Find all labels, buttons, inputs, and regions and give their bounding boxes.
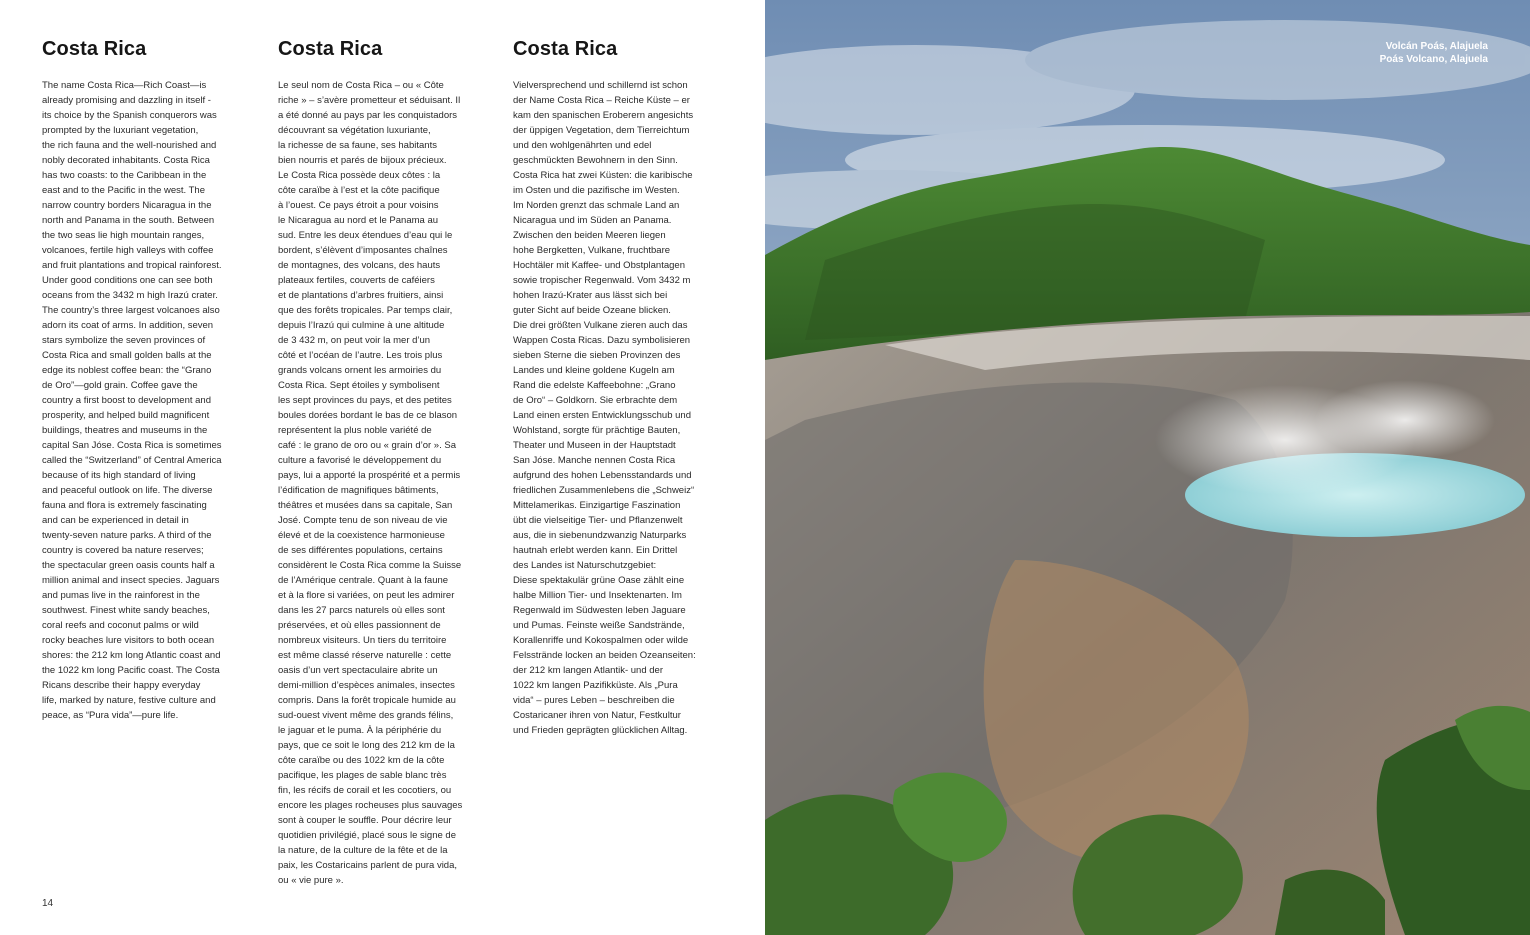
text-line: hohe Bergketten, Vulkane, fruchtbare <box>513 245 671 256</box>
text-line: bordent, s’élèvent d’imposantes chaînes <box>278 245 448 256</box>
text-line: country a first boost to development and <box>42 395 211 406</box>
text-line: country is covered ba nature reserves; <box>42 545 204 556</box>
text-line: Le Costa Rica possède deux côtes : la <box>278 170 441 181</box>
text-line: paix, les Costaricains parlent de pura vida, <box>278 860 458 871</box>
text-line: Nicaragua und im Süden an Panama. <box>513 215 672 226</box>
text-line: depuis l’Irazú qui culmine à une altitude <box>278 320 445 331</box>
text-line: southwest. Finest white sandy beaches, <box>42 605 210 616</box>
text-line: The country’s three largest volcanoes also <box>42 305 220 316</box>
text-line: de 3 432 m, on peut voir la mer d’un <box>278 335 431 346</box>
text-line: and pumas live in the rainforest in the <box>42 590 200 601</box>
text-line: les sept provinces du pays, et des petites <box>278 395 452 406</box>
text-line: its choice by the Spanish conquerors was <box>42 110 217 121</box>
text-line: pays, que ce soit le long des 212 km de la <box>278 740 455 751</box>
text-line: Costaricaner ihren von Natur, Festkultur <box>513 710 681 721</box>
text-line: boules dorées bordant le bas de ce blason <box>278 410 458 421</box>
body-german <box>513 78 735 738</box>
text-line: adorn its coat of arms. In addition, seven <box>42 320 214 331</box>
text-line: life, marked by nature, festive culture and <box>42 695 216 706</box>
title-english: Costa Rica <box>42 38 147 60</box>
text-line: José. Compte tenu de son niveau de vie <box>278 515 448 526</box>
page-number: 14 <box>42 898 54 909</box>
text-line: la nature, de la culture de la fête et de la <box>278 845 448 856</box>
text-line: Die drei größten Vulkane zieren auch das <box>513 320 688 331</box>
text-line: volcanoes, fertile high valleys with coffee <box>42 245 214 256</box>
text-line: Wohlstand, sorgte für prächtige Bauten, <box>513 425 681 436</box>
text-line: de ses différentes populations, certains <box>278 545 443 556</box>
text-line: et de plantations d’arbres fruitiers, ainsi <box>278 290 444 301</box>
text-line: the spectacular green oasis counts half a <box>42 560 215 571</box>
text-line: narrow country borders Nicaragua in the <box>42 200 212 211</box>
text-line: north and Panama in the south. Between <box>42 215 215 226</box>
text-line: pays, lui a apporté la prospérité et a permis <box>278 470 461 481</box>
title-german: Costa Rica <box>513 38 618 60</box>
body-english <box>42 78 264 723</box>
text-line: stars symbolize the seven provinces of <box>42 335 206 346</box>
text-line: que des forêts tropicales. Par temps clair, <box>278 305 453 316</box>
text-line: fauna and flora is extremely fascinating <box>42 500 207 511</box>
text-line: demi-million d’espèces animales, insectes <box>278 680 455 691</box>
text-line: côte caraïbe à l’est et la côte pacifique <box>278 185 440 196</box>
text-line: The name Costa Rica—Rich Coast—is <box>42 80 207 91</box>
title-french: Costa Rica <box>278 38 383 60</box>
text-line: rocky beaches lure visitors to both ocean <box>42 635 215 646</box>
text-line: San Jóse. Manche nennen Costa Rica <box>513 455 676 466</box>
text-line: called the “Switzerland” of Central America <box>42 455 222 466</box>
text-line: buildings, theatres and museums in the <box>42 425 208 436</box>
text-line: et à la flore si variées, on peut les admirer <box>278 590 455 601</box>
caption-english: Poás Volcano, Alajuela <box>1379 54 1488 65</box>
text-line: halbe Million Tier- und Insektenarten. Im <box>513 590 682 601</box>
text-line: the 1022 km long Pacific coast. The Costa <box>42 665 220 676</box>
photo-caption <box>1380 40 1488 66</box>
caption-spanish: Volcán Poás, Alajuela <box>1385 41 1488 52</box>
text-line: million animal and insect species. Jaguars <box>42 575 220 586</box>
column-french <box>278 36 500 888</box>
text-line: côté et l’océan de l’autre. Les trois plus <box>278 350 443 361</box>
crater-steam-2 <box>1315 380 1495 460</box>
text-line: sont à couper le souffle. Pour décrire leur <box>278 815 452 826</box>
text-line: und Frieden geprägten glücklichen Alltag. <box>513 725 688 736</box>
text-line: aufgrund des hohen Lebensstandards und <box>513 470 692 481</box>
text-line: pacifique, les plages de sable blanc très <box>278 770 447 781</box>
text-line: des Landes ist Naturschutzgebiet: <box>513 560 657 571</box>
text-line: friedlichen Zusammenlebens die „Schweiz“ <box>513 485 695 496</box>
text-line: de Oro“ – Goldkorn. Sie erbrachte dem <box>513 395 678 406</box>
text-line: quotidien privilégié, placé sous le signe de <box>278 830 456 841</box>
text-line: théâtres et musées dans sa capitale, San <box>278 500 453 511</box>
text-line: peace, as “Pura vida”—pure life. <box>42 710 179 721</box>
text-line: de l’Amérique centrale. Quant à la faune <box>278 575 449 586</box>
text-line: Theater und Museen in der Hauptstadt <box>513 440 676 451</box>
text-line: l’édification de magnifiques bâtiments, <box>278 485 439 496</box>
text-line: Costa Rica hat zwei Küsten: die karibische <box>513 170 693 181</box>
text-line: sud-ouest vivent même des grands félins, <box>278 710 454 721</box>
text-line: ou « vie pure ». <box>278 875 344 886</box>
text-line: le Nicaragua au nord et le Panama au <box>278 215 439 226</box>
text-line: Under good conditions one can see both <box>42 275 213 286</box>
text-line: Wappen Costa Ricas. Dazu symbolisieren <box>513 335 691 346</box>
text-line: twenty-seven nature parks. A third of the <box>42 530 212 541</box>
text-line: hohen Irazú-Krater aus lässt sich bei <box>513 290 668 301</box>
text-line: Land einen ersten Entwicklungsschub und <box>513 410 691 421</box>
column-german <box>513 36 735 738</box>
text-line: kam den spanischen Eroberern angesichts <box>513 110 694 121</box>
text-line: and can be experienced in detail in <box>42 515 189 526</box>
text-line: Felsstrände locken an beiden Ozeanseiten: <box>513 650 696 661</box>
text-line: geschmückten Bewohnern in den Sinn. <box>513 155 678 166</box>
text-line: fin, les récifs de corail et les cocotiers, ou <box>278 785 452 796</box>
text-line: à l’ouest. Ce pays étroit a pour voisins <box>278 200 439 211</box>
text-line: der üppigen Vegetation, dem Tierreichtum <box>513 125 690 136</box>
text-line: Diese spektakulär grüne Oase zählt eine <box>513 575 685 586</box>
text-line: nobly decorated inhabitants. Costa Rica <box>42 155 210 166</box>
text-line: oceans from the 3432 m high Irazú crater. <box>42 290 218 301</box>
text-line: représentent la plus noble variété de <box>278 425 432 436</box>
text-line: est même classé réserve naturelle : cette <box>278 650 452 661</box>
text-line: east and to the Pacific in the west. The <box>42 185 206 196</box>
text-line: übt die vielseitige Tier- und Pflanzenwelt <box>513 515 683 526</box>
text-line: café : le grano de oro ou « grain d’or ». Sa <box>278 440 456 451</box>
text-line: grands volcans ornent les armoiries du <box>278 365 442 376</box>
text-line: prompted by the luxuriant vegetation, <box>42 125 199 136</box>
text-line: oasis d’un vert spectaculaire abrite un <box>278 665 438 676</box>
text-line: Vielversprechend und schillernd ist schon <box>513 80 688 91</box>
text-line: élevé et de la coexistence harmonieuse <box>278 530 445 541</box>
text-line: der Name Costa Rica – Reiche Küste – er <box>513 95 690 106</box>
text-line: sowie tropischer Regenwald. Vom 3432 m <box>513 275 691 286</box>
text-line: dans les 27 parcs naturels où elles sont <box>278 605 445 616</box>
text-line: edge its noblest coffee bean: the “Grano <box>42 365 212 376</box>
text-line: Korallenriffe und Kokospalmen oder wilde <box>513 635 689 646</box>
text-line: hautnah erlebt werden kann. Ein Drittel <box>513 545 678 556</box>
text-line: sieben Sterne die sieben Provinzen des <box>513 350 681 361</box>
text-line: compris. Dans la forêt tropicale humide au <box>278 695 456 706</box>
text-line: de montagnes, des volcans, des hauts <box>278 260 441 271</box>
text-line: côte caraïbe ou des 1022 km de la côte <box>278 755 445 766</box>
text-line: shores: the 212 km long Atlantic coast and <box>42 650 221 661</box>
text-line: Hochtäler mit Kaffee- und Obstplantagen <box>513 260 685 271</box>
text-line: Zwischen den beiden Meeren liegen <box>513 230 666 241</box>
text-line: Costa Rica and small golden balls at the <box>42 350 212 361</box>
text-line: the rich fauna and the well-nourished and <box>42 140 217 151</box>
text-line: und den wohlgenährten und edel <box>513 140 652 151</box>
text-line: Im Norden grenzt das schmale Land an <box>513 200 680 211</box>
text-line: plateaux fertiles, couverts de caféiers <box>278 275 435 286</box>
text-line: prosperity, and helped build magnificent <box>42 410 210 421</box>
text-line: nombreux visiteurs. Un tiers du territoire <box>278 635 447 646</box>
text-line: aus, die in siebenundzwanzig Naturparks <box>513 530 687 541</box>
text-line: préservées, et où elles passionnent de <box>278 620 441 631</box>
text-line: capital San Jóse. Costa Rica is sometimes <box>42 440 222 451</box>
text-line: vida“ – pures Leben – beschreiben die <box>513 695 675 706</box>
text-line: Regenwald im Südwesten leben Jaguare <box>513 605 686 616</box>
volcano-photo <box>765 0 1530 935</box>
text-line: and fruit plantations and tropical rainforest. <box>42 260 222 271</box>
text-line: im Osten und die pazifische im Westen. <box>513 185 680 196</box>
text-line: riche » – s’avère prometteur et séduisant. Il <box>278 95 461 106</box>
body-french <box>278 78 500 888</box>
text-line: der 212 km langen Atlantik- und der <box>513 665 663 676</box>
text-line: Ricans describe their happy everyday <box>42 680 201 691</box>
text-line: sud. Entre les deux étendues d’eau qui le <box>278 230 453 241</box>
text-line: already promising and dazzling in itself - <box>42 95 211 106</box>
text-line: guter Sicht auf beide Ozeane blicken. <box>513 305 671 316</box>
text-line: le jaguar et le puma. À la périphérie du <box>278 725 442 736</box>
text-line: and peaceful outlook on life. The diverse <box>42 485 213 496</box>
text-line: coral reefs and coconut palms or wild <box>42 620 199 631</box>
text-line: the two seas lie high mountain ranges, <box>42 230 205 241</box>
column-english <box>42 36 264 723</box>
text-line: encore les plages rocheuses plus sauvages <box>278 800 463 811</box>
text-line: Landes und kleine goldene Kugeln am <box>513 365 675 376</box>
text-line: bien nourris et parés de bijoux précieux. <box>278 155 447 166</box>
text-line: has two coasts: to the Caribbean in the <box>42 170 207 181</box>
text-line: Rand die edelste Kaffeebohne: „Grano <box>513 380 676 391</box>
text-line: considèrent le Costa Rica comme la Suisse <box>278 560 462 571</box>
text-line: découvrant sa végétation luxuriante, <box>278 125 431 136</box>
text-line: culture a favorisé le développement du <box>278 455 442 466</box>
text-line: 1022 km langen Pazifikküste. Als „Pura <box>513 680 678 691</box>
text-line: a été donné au pays par les conquistadors <box>278 110 458 121</box>
text-line: la richesse de sa faune, ses habitants <box>278 140 437 151</box>
text-line: Costa Rica. Sept étoiles y symbolisent <box>278 380 440 391</box>
text-line: Le seul nom de Costa Rica – ou « Côte <box>278 80 444 91</box>
text-line: de Oro”—gold grain. Coffee gave the <box>42 380 198 391</box>
volcano-illustration <box>765 0 1530 935</box>
text-line: Mittelamerikas. Einzigartige Faszination <box>513 500 681 511</box>
text-line: und Pumas. Feinste weiße Sandstrände, <box>513 620 685 631</box>
text-line: because of its high standard of living <box>42 470 196 481</box>
